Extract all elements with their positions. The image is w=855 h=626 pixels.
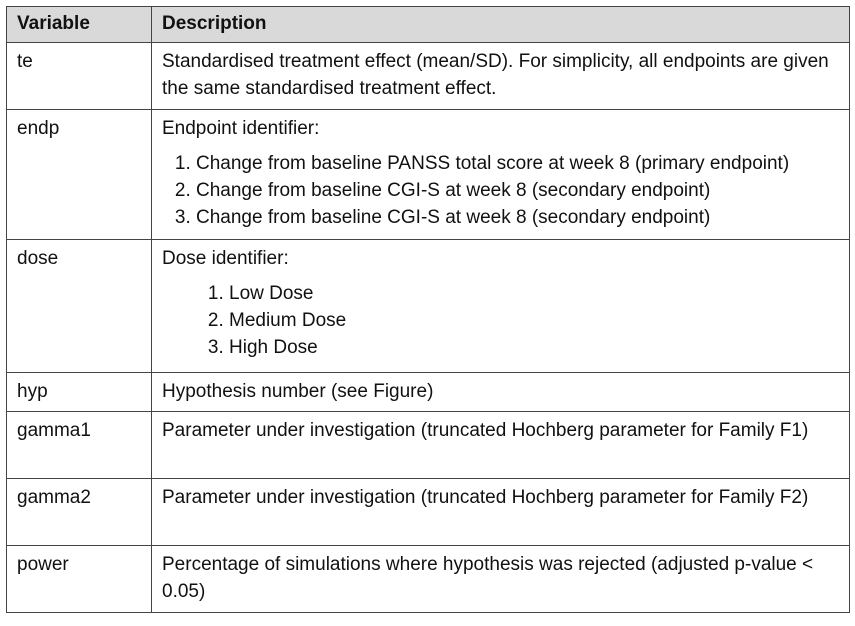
list-item: 2. Medium Dose <box>229 307 839 334</box>
description-cell <box>152 110 850 240</box>
variable-cell: gamma1 <box>7 412 152 479</box>
variable-table <box>6 6 850 613</box>
table-row <box>7 373 850 412</box>
endpoint-list <box>162 150 839 231</box>
list-item: 3. High Dose <box>229 334 839 361</box>
description-cell: Parameter under investigation (truncated Hochberg parameter for Family F1) <box>152 412 850 479</box>
description-text: Dose identifier: <box>162 248 289 269</box>
table-row <box>7 110 850 240</box>
list-item: 1. Low Dose <box>229 280 839 307</box>
variable-cell: gamma2 <box>7 479 152 546</box>
description-cell <box>152 240 850 373</box>
table-header-row <box>7 7 850 43</box>
description-cell: Parameter under investigation (truncated Hochberg parameter for Family F2) <box>152 479 850 546</box>
description-cell: Hypothesis number (see Figure) <box>152 373 850 412</box>
table-row <box>7 43 850 110</box>
description-cell: Standardised treatment effect (mean/SD). For simplicity, all endpoints are given the same standardised treatment effect. <box>152 43 850 110</box>
table-row <box>7 479 850 546</box>
variable-cell: power <box>7 546 152 613</box>
list-item: 2. Change from baseline CGI-S at week 8 (secondary endpoint) <box>196 177 839 204</box>
column-header-description: Description <box>152 7 850 43</box>
list-item: 3. Change from baseline CGI-S at week 8 (secondary endpoint) <box>196 204 839 231</box>
table-row <box>7 546 850 613</box>
variable-cell: te <box>7 43 152 110</box>
table-row <box>7 240 850 373</box>
table-row <box>7 412 850 479</box>
variable-cell: dose <box>7 240 152 373</box>
dose-list <box>162 280 839 361</box>
variable-cell: endp <box>7 110 152 240</box>
description-text: Endpoint identifier: <box>162 118 320 139</box>
list-item: 1. Change from baseline PANSS total score at week 8 (primary endpoint) <box>196 150 839 177</box>
variable-cell: hyp <box>7 373 152 412</box>
column-header-variable: Variable <box>7 7 152 43</box>
description-cell: Percentage of simulations where hypothesis was rejected (adjusted p-value < 0.05) <box>152 546 850 613</box>
